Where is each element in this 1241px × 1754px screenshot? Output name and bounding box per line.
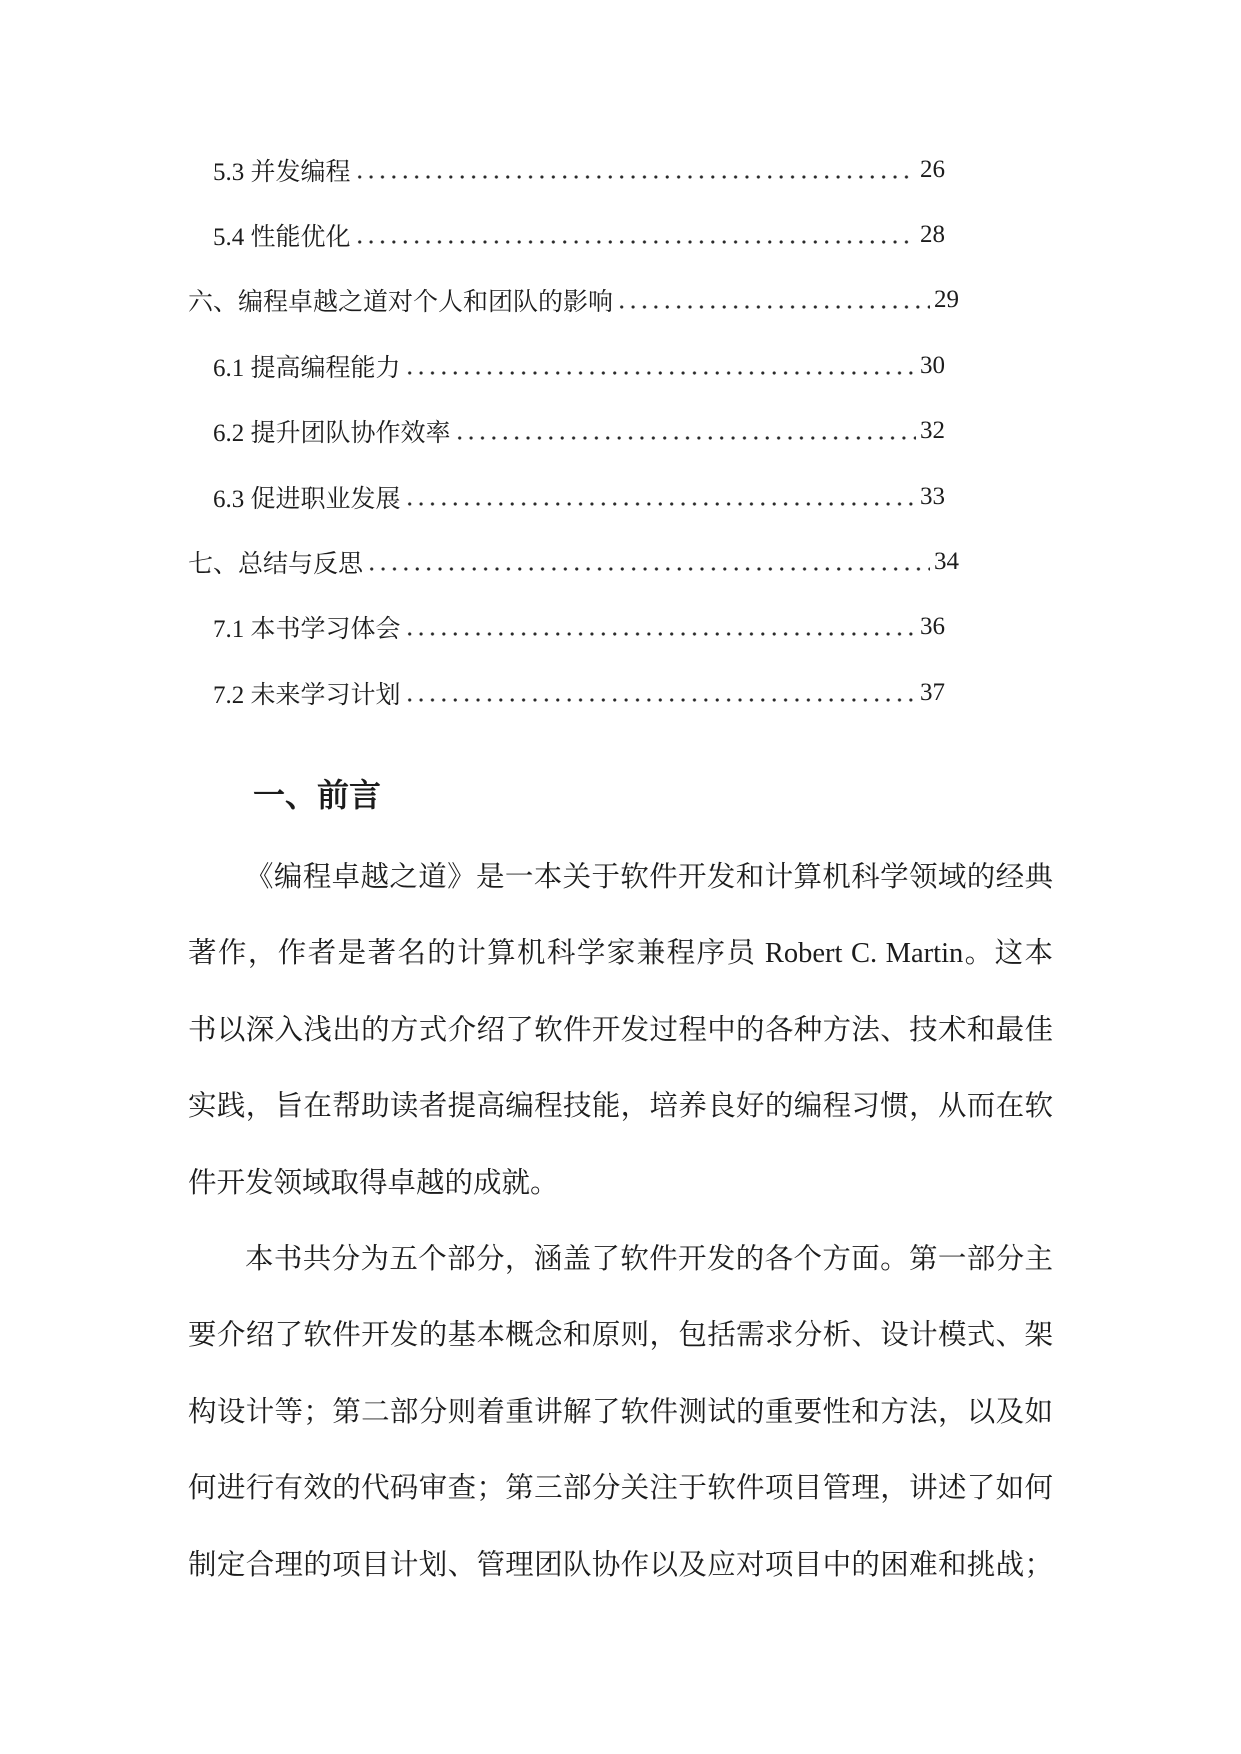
paragraph-line: 本书共分为五个部分，涵盖了软件开发的各个方面。第一部分主 xyxy=(245,1243,1053,1275)
toc-entry-title: 6.3 促进职业发展 xyxy=(213,485,401,513)
toc-dot-leader xyxy=(403,353,916,379)
toc-page-number: 36 xyxy=(920,613,945,641)
toc-entry xyxy=(188,202,945,267)
paragraph-line: 实践，旨在帮助读者提高编程技能，培养良好的编程习惯，从而在软 xyxy=(188,1091,1053,1123)
paragraph-line: 件开发领域取得卓越的成就。 xyxy=(188,1167,559,1199)
toc-page-number: 30 xyxy=(920,351,945,379)
section-heading: 一、前言 xyxy=(253,777,382,813)
toc-entry xyxy=(188,399,945,464)
toc-page-number: 33 xyxy=(920,482,945,510)
toc-page-number: 28 xyxy=(920,221,945,249)
toc-dot-leader xyxy=(353,157,916,183)
table-of-contents xyxy=(188,137,978,726)
toc-entry-title: 5.3 并发编程 xyxy=(213,158,351,186)
toc-dot-leader xyxy=(403,484,916,510)
toc-page-number: 29 xyxy=(934,286,959,314)
toc-entry-title: 6.1 提高编程能力 xyxy=(213,354,401,382)
toc-entry xyxy=(188,660,945,725)
toc-dot-leader xyxy=(403,614,916,640)
toc-chapter-entry xyxy=(188,268,959,333)
toc-entry xyxy=(188,464,945,529)
paragraph-line: 《编程卓越之道》是一本关于软件开发和计算机科学领域的经典 xyxy=(245,862,1053,893)
toc-chapter-title: 六、编程卓越之道对个人和团队的影响 xyxy=(188,289,614,317)
toc-page-number: 37 xyxy=(920,678,945,706)
toc-entry-title: 7.1 本书学习体会 xyxy=(213,616,401,644)
toc-entry xyxy=(188,137,945,202)
paragraph-line: 书以深入浅出的方式介绍了软件开发过程中的各种方法、技术和最佳 xyxy=(188,1014,1053,1046)
paragraph xyxy=(188,1222,1053,1604)
paragraph-line: 著作，作者是著名的计算机科学家兼程序员 Robert C. Martin。这本 xyxy=(188,938,1053,970)
toc-entry xyxy=(188,595,945,660)
toc-page-number: 26 xyxy=(920,155,945,183)
toc-page-number: 32 xyxy=(920,417,945,445)
body-text xyxy=(188,840,1053,1604)
toc-chapter-entry xyxy=(188,529,959,594)
toc-entry-title: 7.2 未来学习计划 xyxy=(213,681,401,709)
toc-entry-title: 5.4 性能优化 xyxy=(213,224,351,252)
paragraph-line: 构设计等；第二部分则着重讲解了软件测试的重要性和方法，以及如 xyxy=(188,1396,1053,1428)
toc-chapter-title: 七、总结与反思 xyxy=(188,551,364,579)
toc-entry xyxy=(188,333,945,398)
toc-entry-title: 6.2 提升团队协作效率 xyxy=(213,420,451,448)
paragraph-line: 要介绍了软件开发的基本概念和原则，包括需求分析、设计模式、架 xyxy=(188,1320,1053,1352)
toc-dot-leader xyxy=(453,418,916,444)
toc-page-number: 34 xyxy=(934,548,959,576)
toc-dot-leader xyxy=(365,549,930,575)
paragraph-line: 何进行有效的代码审查；第三部分关注于软件项目管理，讲述了如何 xyxy=(188,1473,1053,1505)
toc-dot-leader xyxy=(353,222,916,248)
paragraph xyxy=(188,840,1053,1222)
toc-dot-leader xyxy=(615,287,930,313)
toc-dot-leader xyxy=(403,680,916,706)
paragraph-line: 制定合理的项目计划、管理团队协作以及应对项目中的困难和挑战； xyxy=(188,1549,1053,1581)
